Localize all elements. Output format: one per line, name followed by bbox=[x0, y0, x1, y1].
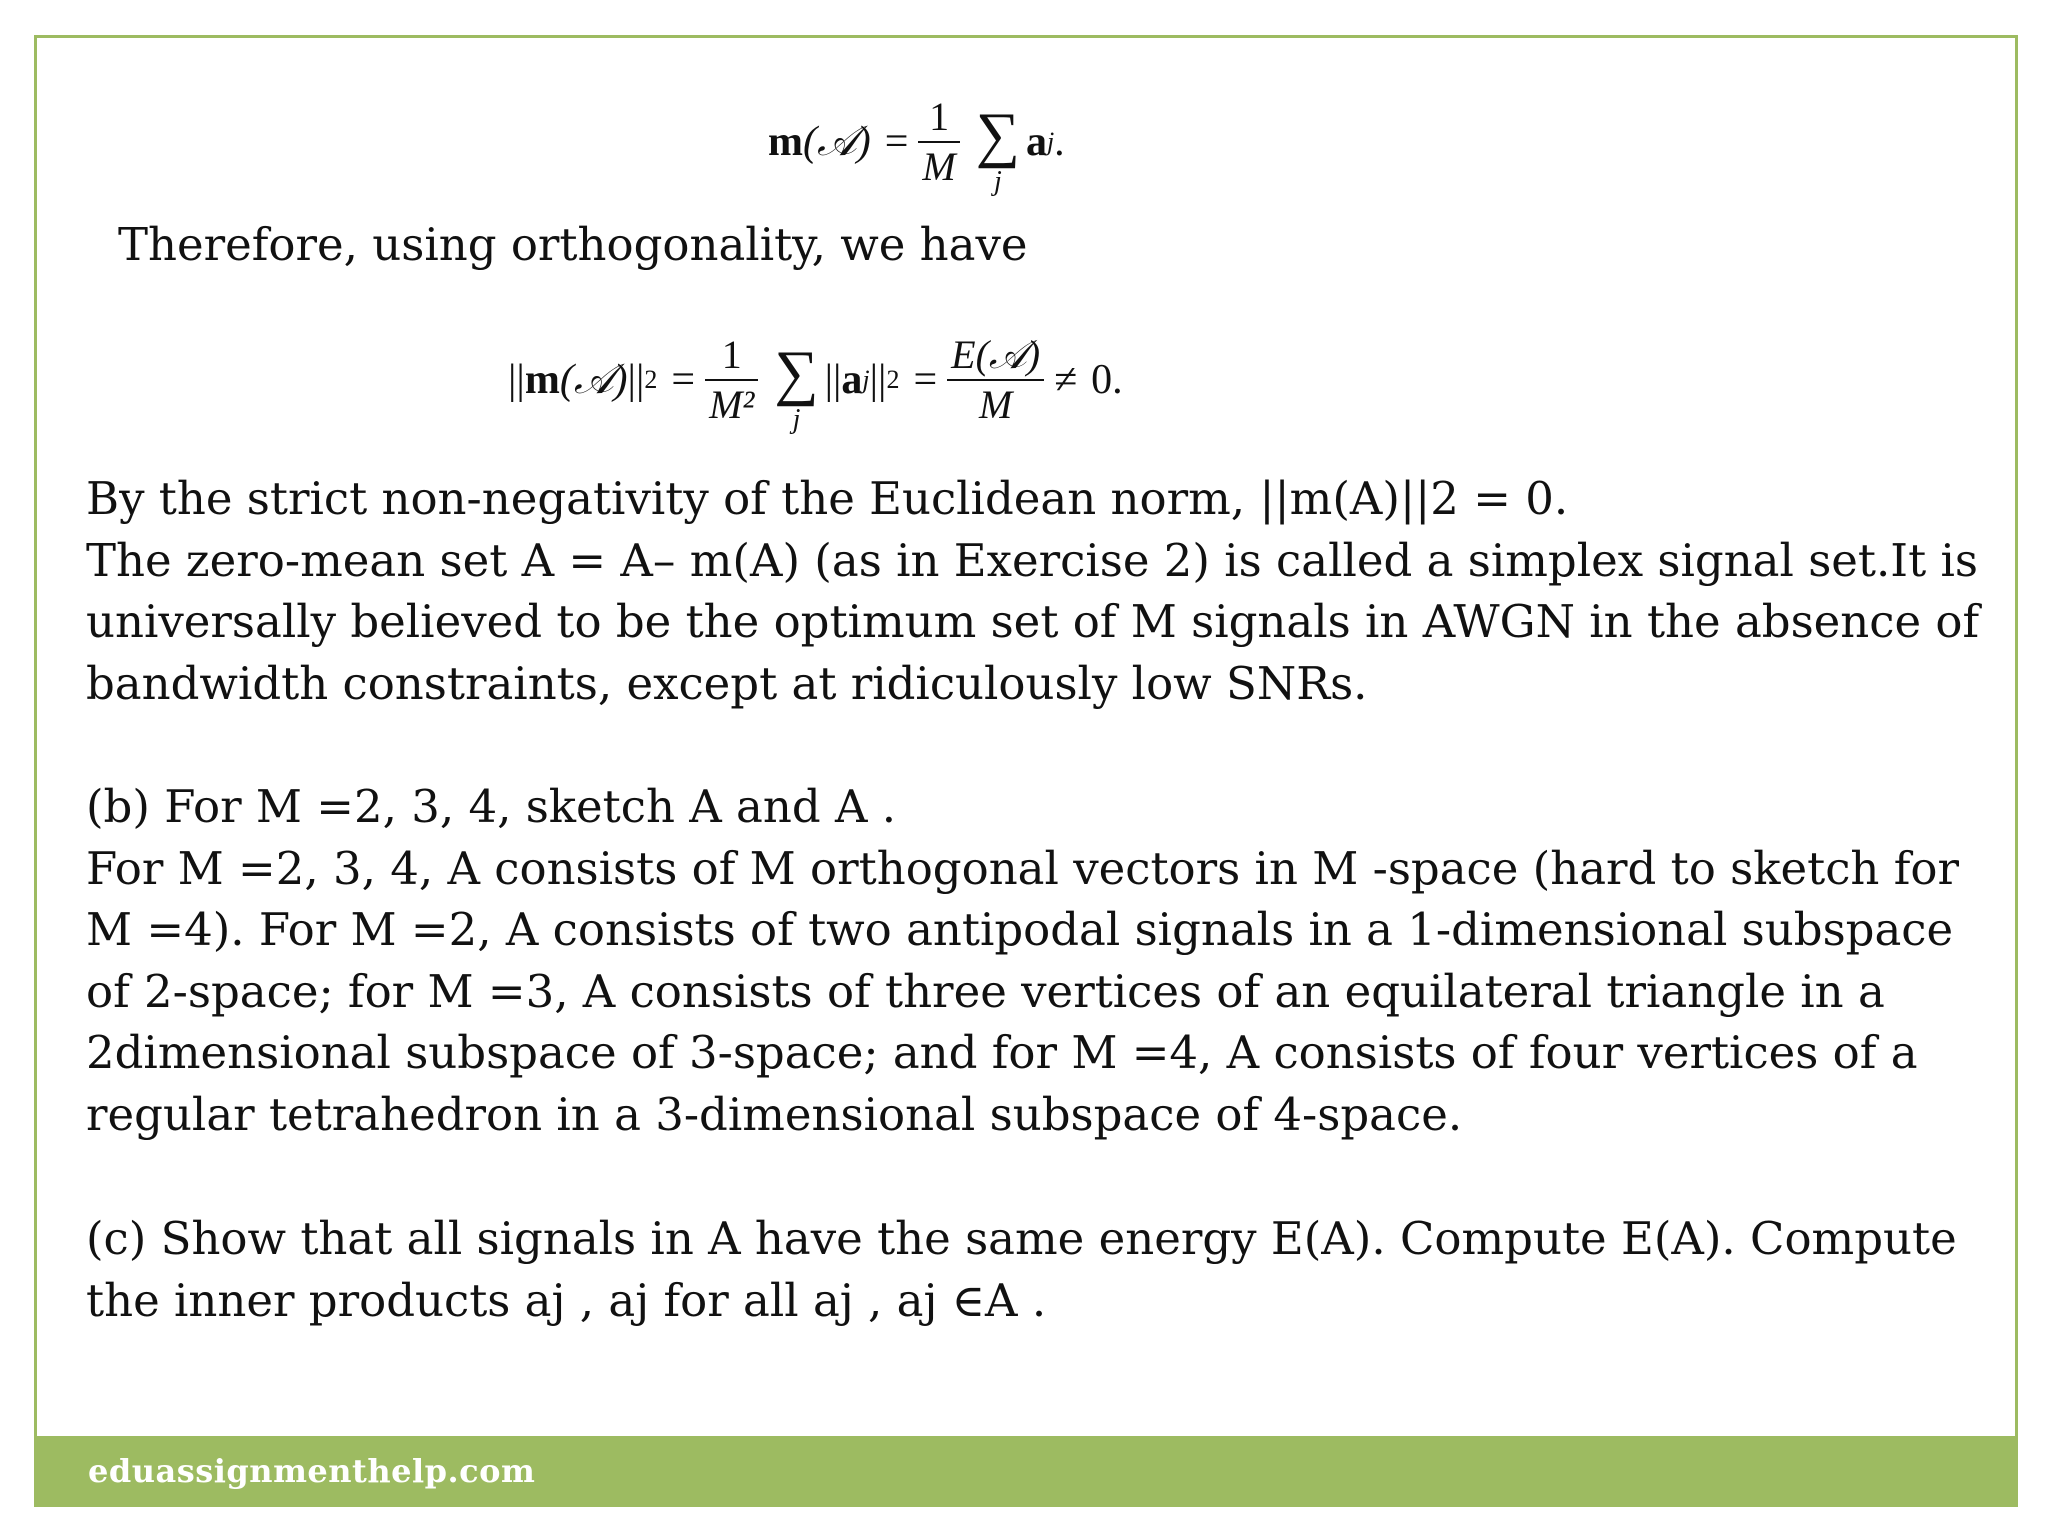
eq2-frac1-den: M² bbox=[709, 382, 755, 427]
eq1-sum-index: j bbox=[993, 165, 1002, 197]
eq1-equals: = bbox=[884, 119, 909, 165]
text-line: For M =2, 3, 4, A consists of M orthogonal vectors in M -space (hard to sketch for bbox=[86, 841, 1959, 895]
eq2-term-close: || bbox=[869, 357, 887, 403]
text-line: Therefore, using orthogonality, we have bbox=[118, 218, 1028, 271]
eq1-sum-symbol: ∑ bbox=[975, 100, 1020, 169]
paragraph-part-b bbox=[86, 776, 1959, 1145]
eq2-fraction-2 bbox=[947, 334, 1044, 426]
eq1-frac-num: 1 bbox=[929, 94, 950, 139]
eq2-summation bbox=[774, 338, 819, 436]
eq2-neq: ≠ bbox=[1054, 357, 1078, 403]
paragraph-part-c bbox=[86, 1208, 1957, 1331]
text-line: (b) For M =2, 3, 4, sketch A and A . bbox=[86, 780, 897, 833]
paragraph-simplex bbox=[86, 468, 1979, 714]
eq1-frac-den: M bbox=[922, 144, 956, 189]
eq2-sum-symbol: ∑ bbox=[774, 338, 819, 407]
text-line: 2dimensional subspace of 3-space; and for M =4, A consists of four vertices of a bbox=[86, 1026, 1918, 1079]
eq1-term: a bbox=[1025, 119, 1047, 165]
eq1-term-sub: j bbox=[1046, 127, 1055, 156]
footer-site-name: eduassignmenthelp.com bbox=[88, 1452, 536, 1490]
equation-mean bbox=[768, 82, 1065, 202]
eq2-term-sub: j bbox=[862, 365, 870, 394]
equation-norm bbox=[508, 315, 1123, 445]
text-line: By the strict non-negativity of the Euclidean norm, ||m(A)||2 = 0. bbox=[86, 472, 1569, 525]
eq2-frac2-num: E(𝒜) bbox=[951, 332, 1041, 377]
eq2-term: a bbox=[841, 357, 863, 403]
eq2-equals-1: = bbox=[671, 357, 696, 403]
text-line: bandwidth constraints, except at ridiculously low SNRs. bbox=[86, 656, 1368, 710]
text-line: universally believed to be the optimum set of M signals in AWGN in the absence of bbox=[86, 595, 1980, 648]
eq2-lhs-sup: 2 bbox=[644, 365, 658, 394]
eq2-term-open: || bbox=[824, 357, 842, 403]
eq1-lhs-func: m bbox=[768, 119, 803, 165]
text-line: the inner products aj , aj for all aj , aj ∈A . bbox=[86, 1273, 1047, 1327]
eq2-sum-index: j bbox=[792, 403, 801, 435]
text-line: The zero-mean set A = A– m(A) (as in Exercise 2) is called a simplex signal set.It is bbox=[86, 533, 1978, 587]
eq2-lhs-func: m bbox=[524, 357, 560, 403]
eq2-lhs-arg: (𝒜) bbox=[559, 357, 628, 403]
eq2-frac2-den: M bbox=[978, 382, 1013, 427]
eq1-fraction bbox=[918, 96, 959, 188]
eq2-rhs: 0. bbox=[1091, 357, 1123, 403]
eq1-summation bbox=[975, 100, 1020, 198]
eq2-lhs-close: || bbox=[627, 357, 645, 403]
eq2-term-sup: 2 bbox=[886, 365, 900, 394]
eq2-lhs-open: || bbox=[508, 357, 525, 403]
text-line: of 2-space; for M =3, A consists of three vertices of an equilateral triangle in a bbox=[86, 964, 1885, 1018]
text-line: regular tetrahedron in a 3-dimensional subspace of 4-space. bbox=[86, 1087, 1463, 1141]
text-line: M =4). For M =2, A consists of two antipodal signals in a 1-dimensional subspace bbox=[86, 903, 1954, 956]
eq2-fraction-1 bbox=[705, 334, 758, 426]
eq1-end: . bbox=[1054, 119, 1065, 165]
eq1-lhs-arg: (𝒜) bbox=[803, 119, 871, 165]
eq2-equals-2: = bbox=[913, 357, 938, 403]
text-line: (c) Show that all signals in A have the same energy E(A). Compute E(A). Compute bbox=[86, 1212, 1957, 1265]
eq2-frac1-num: 1 bbox=[721, 332, 742, 377]
therefore-line bbox=[118, 214, 1028, 276]
